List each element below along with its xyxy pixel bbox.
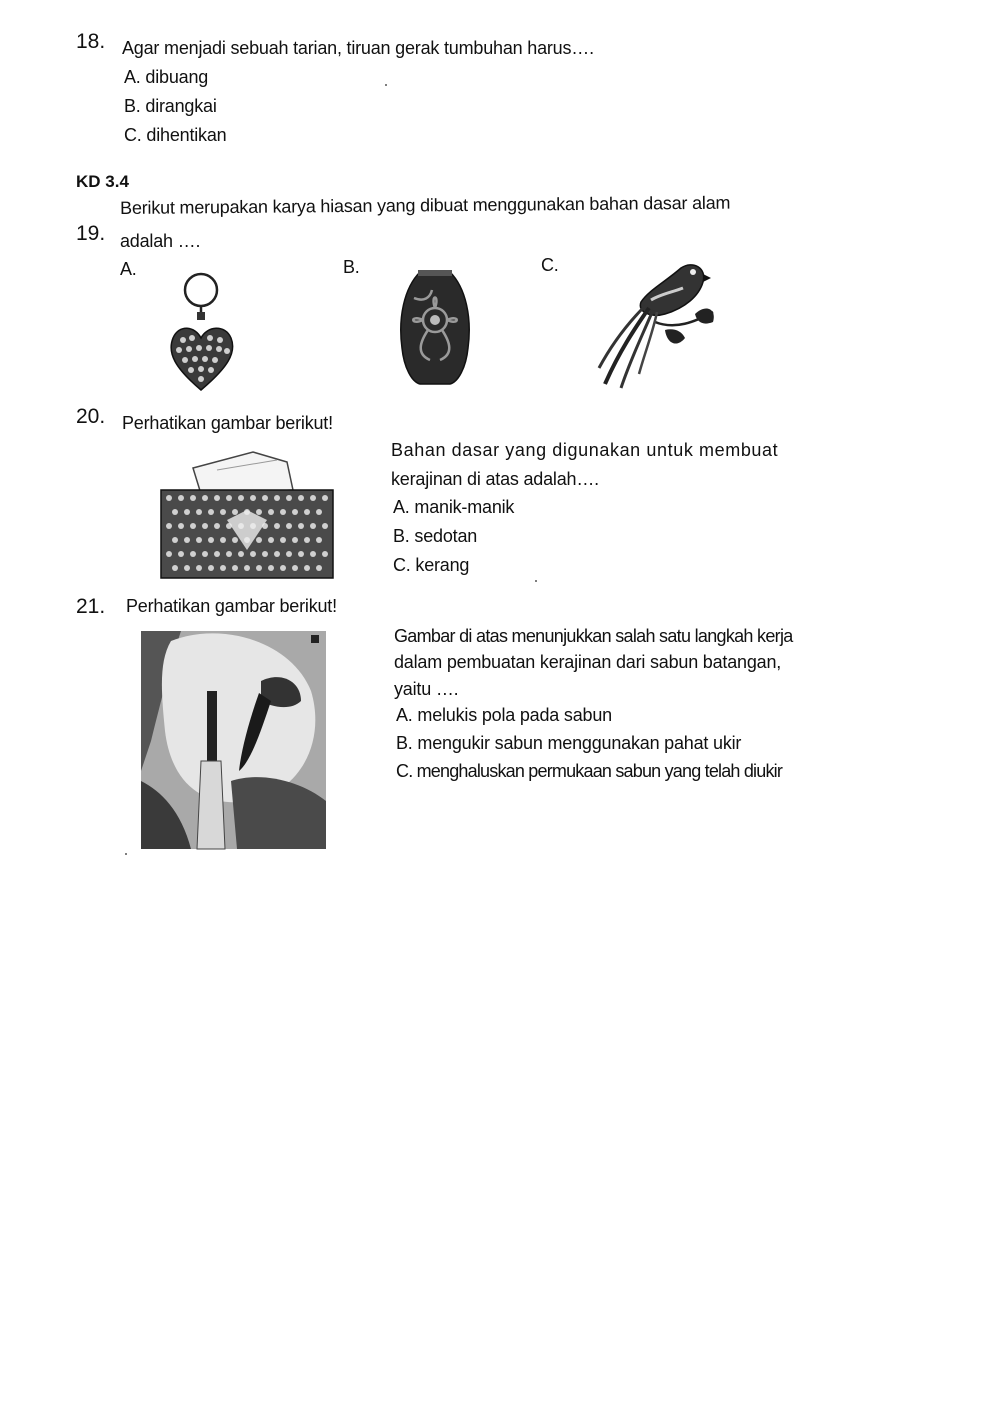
question-20-option-b: B. sedotan [393,526,478,546]
carved-vase-image [390,268,480,388]
question-18-option-b: B. dirangkai [124,96,217,116]
question-19-text-line1: Berikut merupakan karya hiasan yang dibuat menggunakan bahan dasar alam [120,192,731,218]
question-21-option-a: A. melukis pola pada sabun [396,705,612,725]
question-20-option-c: C. kerang [393,555,470,575]
question-20-option-a: A. manik-manik [393,497,515,517]
question-19-label-c: C. [541,255,559,275]
scan-speck [385,84,387,86]
question-21-number: 21. [76,595,106,618]
question-21-option-c: C. menghaluskan permukaan sabun yang telah diukir [396,761,783,781]
question-20-text-line1: Bahan dasar yang digunakan untuk membuat [391,440,779,460]
beaded-heart-keychain-image [165,268,255,398]
question-19-label-a: A. [120,259,137,279]
question-21-text-line3: yaitu …. [394,679,459,699]
soap-carving-photo [141,631,326,849]
bird-ornament-image [595,252,725,392]
question-21-text-line1: Gambar di atas menunjukkan salah satu langkah kerja [394,626,793,646]
scan-speck [125,853,127,855]
question-19-label-b: B. [343,257,360,277]
question-18-text: Agar menjadi sebuah tarian, tiruan gerak tumbuhan harus…. [122,38,594,58]
question-19-number: 19. [76,222,106,245]
question-21-prompt: Perhatikan gambar berikut! [126,596,337,616]
question-20-prompt: Perhatikan gambar berikut! [122,413,333,433]
question-20-number: 20. [76,405,106,428]
question-18-number: 18. [76,30,106,53]
question-20-text-line2: kerajinan di atas adalah…. [391,469,599,489]
section-heading: KD 3.4 [76,172,129,191]
question-18-option-c: C. dihentikan [124,125,227,145]
question-18-option-a: A. dibuang [124,67,209,87]
question-21-option-b: B. mengukir sabun menggunakan pahat ukir [396,733,742,753]
beaded-tissue-box-image [157,450,337,585]
question-21-text-line2: dalam pembuatan kerajinan dari sabun batangan, [394,652,782,672]
scan-speck [535,580,537,582]
question-19-text-line2: adalah …. [120,231,201,251]
